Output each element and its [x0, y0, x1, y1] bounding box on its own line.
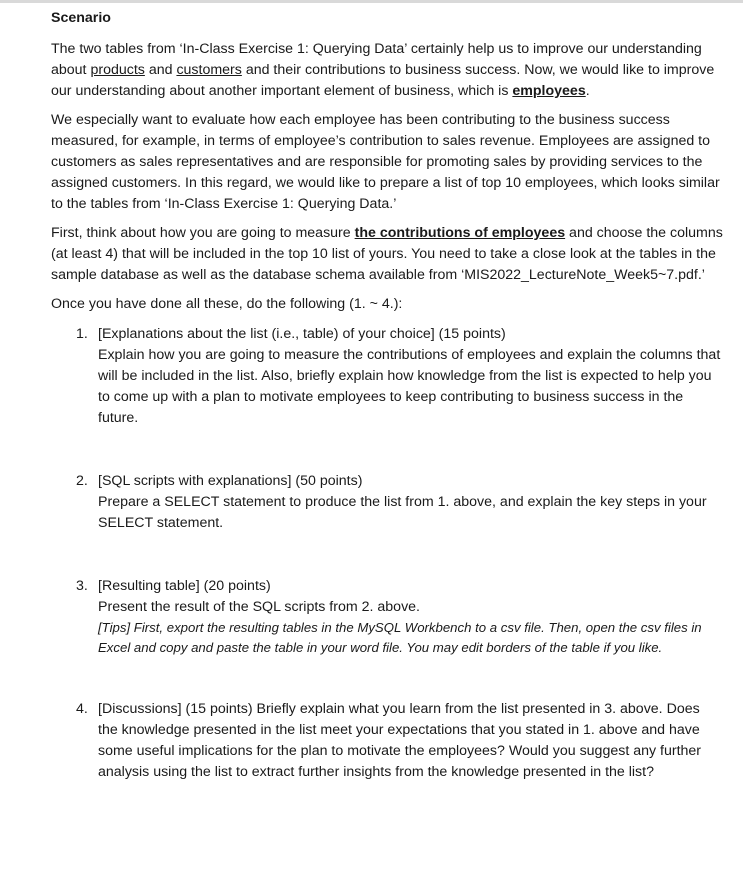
para1-text-1: The two tables from ‘In-Class Exercise 1: Querying Data’ certainly help us to improve our understanding about	[51, 41, 702, 78]
blank-space	[51, 534, 723, 576]
task-item-3	[51, 576, 723, 658]
page-top-border	[0, 0, 743, 3]
paragraph-intro	[51, 39, 723, 102]
employees-emphasis: employees	[512, 83, 586, 99]
task-number: 3.	[76, 578, 88, 594]
paragraph-evaluation: We especially want to evaluate how each employee has been contributing to the business success measured, for example, in terms of employee’s contribution to sales revenue. Employees are assigned to customers as sales representatives and are responsible for promoting sales by providing services to the assigned customers. In this regard, we would like to prepare a list of top 10 employees, which looks similar to the tables from ‘In-Class Exercise 1: Querying Data.’	[51, 112, 720, 212]
para3-text-1: First, think about how you are going to measure	[51, 225, 355, 241]
task-number: 2.	[76, 473, 88, 489]
document-page	[51, 8, 723, 783]
task-body: Present the result of the SQL scripts from 2. above.	[98, 599, 420, 615]
task-list	[51, 324, 723, 783]
task-item-2	[51, 471, 723, 534]
blank-space	[51, 429, 723, 471]
products-underlined: products	[90, 62, 145, 78]
task-intro: Once you have done all these, do the following (1. ~ 4.):	[51, 296, 403, 312]
task-number: 4.	[76, 701, 88, 717]
task-item-1	[51, 324, 723, 429]
para1-text-3: and their contributions to business success. Now, we would like to improve our understanding about another important element of business, which is	[51, 62, 715, 99]
task-item-4	[51, 699, 723, 783]
contributions-emphasis: the contributions of employees	[354, 225, 566, 241]
para1-text-2: and	[144, 62, 177, 78]
task-title: [Discussions] (15 points) Briefly explain what you learn from the list presented in 3. above. Does the knowledge presented in the list meet your expectations that you stated in 1. above and have some useful implications for the plan to motivate the employees? Would you suggest any further analysis using the list to extract further insights from the knowledge presented in the list?	[98, 701, 702, 780]
task-body: Explain how you are going to measure the contributions of employees and explain the columns that will be included in the list. Also, briefly explain how knowledge from the list is expected to help you to come up with a plan to motivate employees to keep contributing to business success in the future.	[98, 347, 721, 426]
paragraph-measure	[51, 223, 723, 286]
section-heading: Scenario	[51, 10, 111, 26]
task-tip: [Tips] First, export the resulting tables in the MySQL Workbench to a csv file. Then, open the csv files in Excel and copy and paste the table in your word file. You may edit borders of the table if you like.	[98, 620, 702, 655]
task-title: [Explanations about the list (i.e., table) of your choice] (15 points)	[98, 326, 506, 342]
para1-text-4: .	[585, 83, 590, 99]
para3-text-2: and choose the columns (at least 4) that will be included in the top 10 list of yours. You need to take a close look at the tables in the sample database as well as the database schema available from ‘MIS2022_LectureNote_Week5~7.pdf.’	[51, 225, 723, 283]
task-title: [SQL scripts with explanations] (50 points)	[98, 473, 363, 489]
blank-space	[51, 658, 723, 699]
task-number: 1.	[76, 326, 88, 342]
task-body: Prepare a SELECT statement to produce the list from 1. above, and explain the key steps in your SELECT statement.	[98, 494, 707, 531]
customers-underlined: customers	[176, 62, 242, 78]
task-title: [Resulting table] (20 points)	[98, 578, 271, 594]
